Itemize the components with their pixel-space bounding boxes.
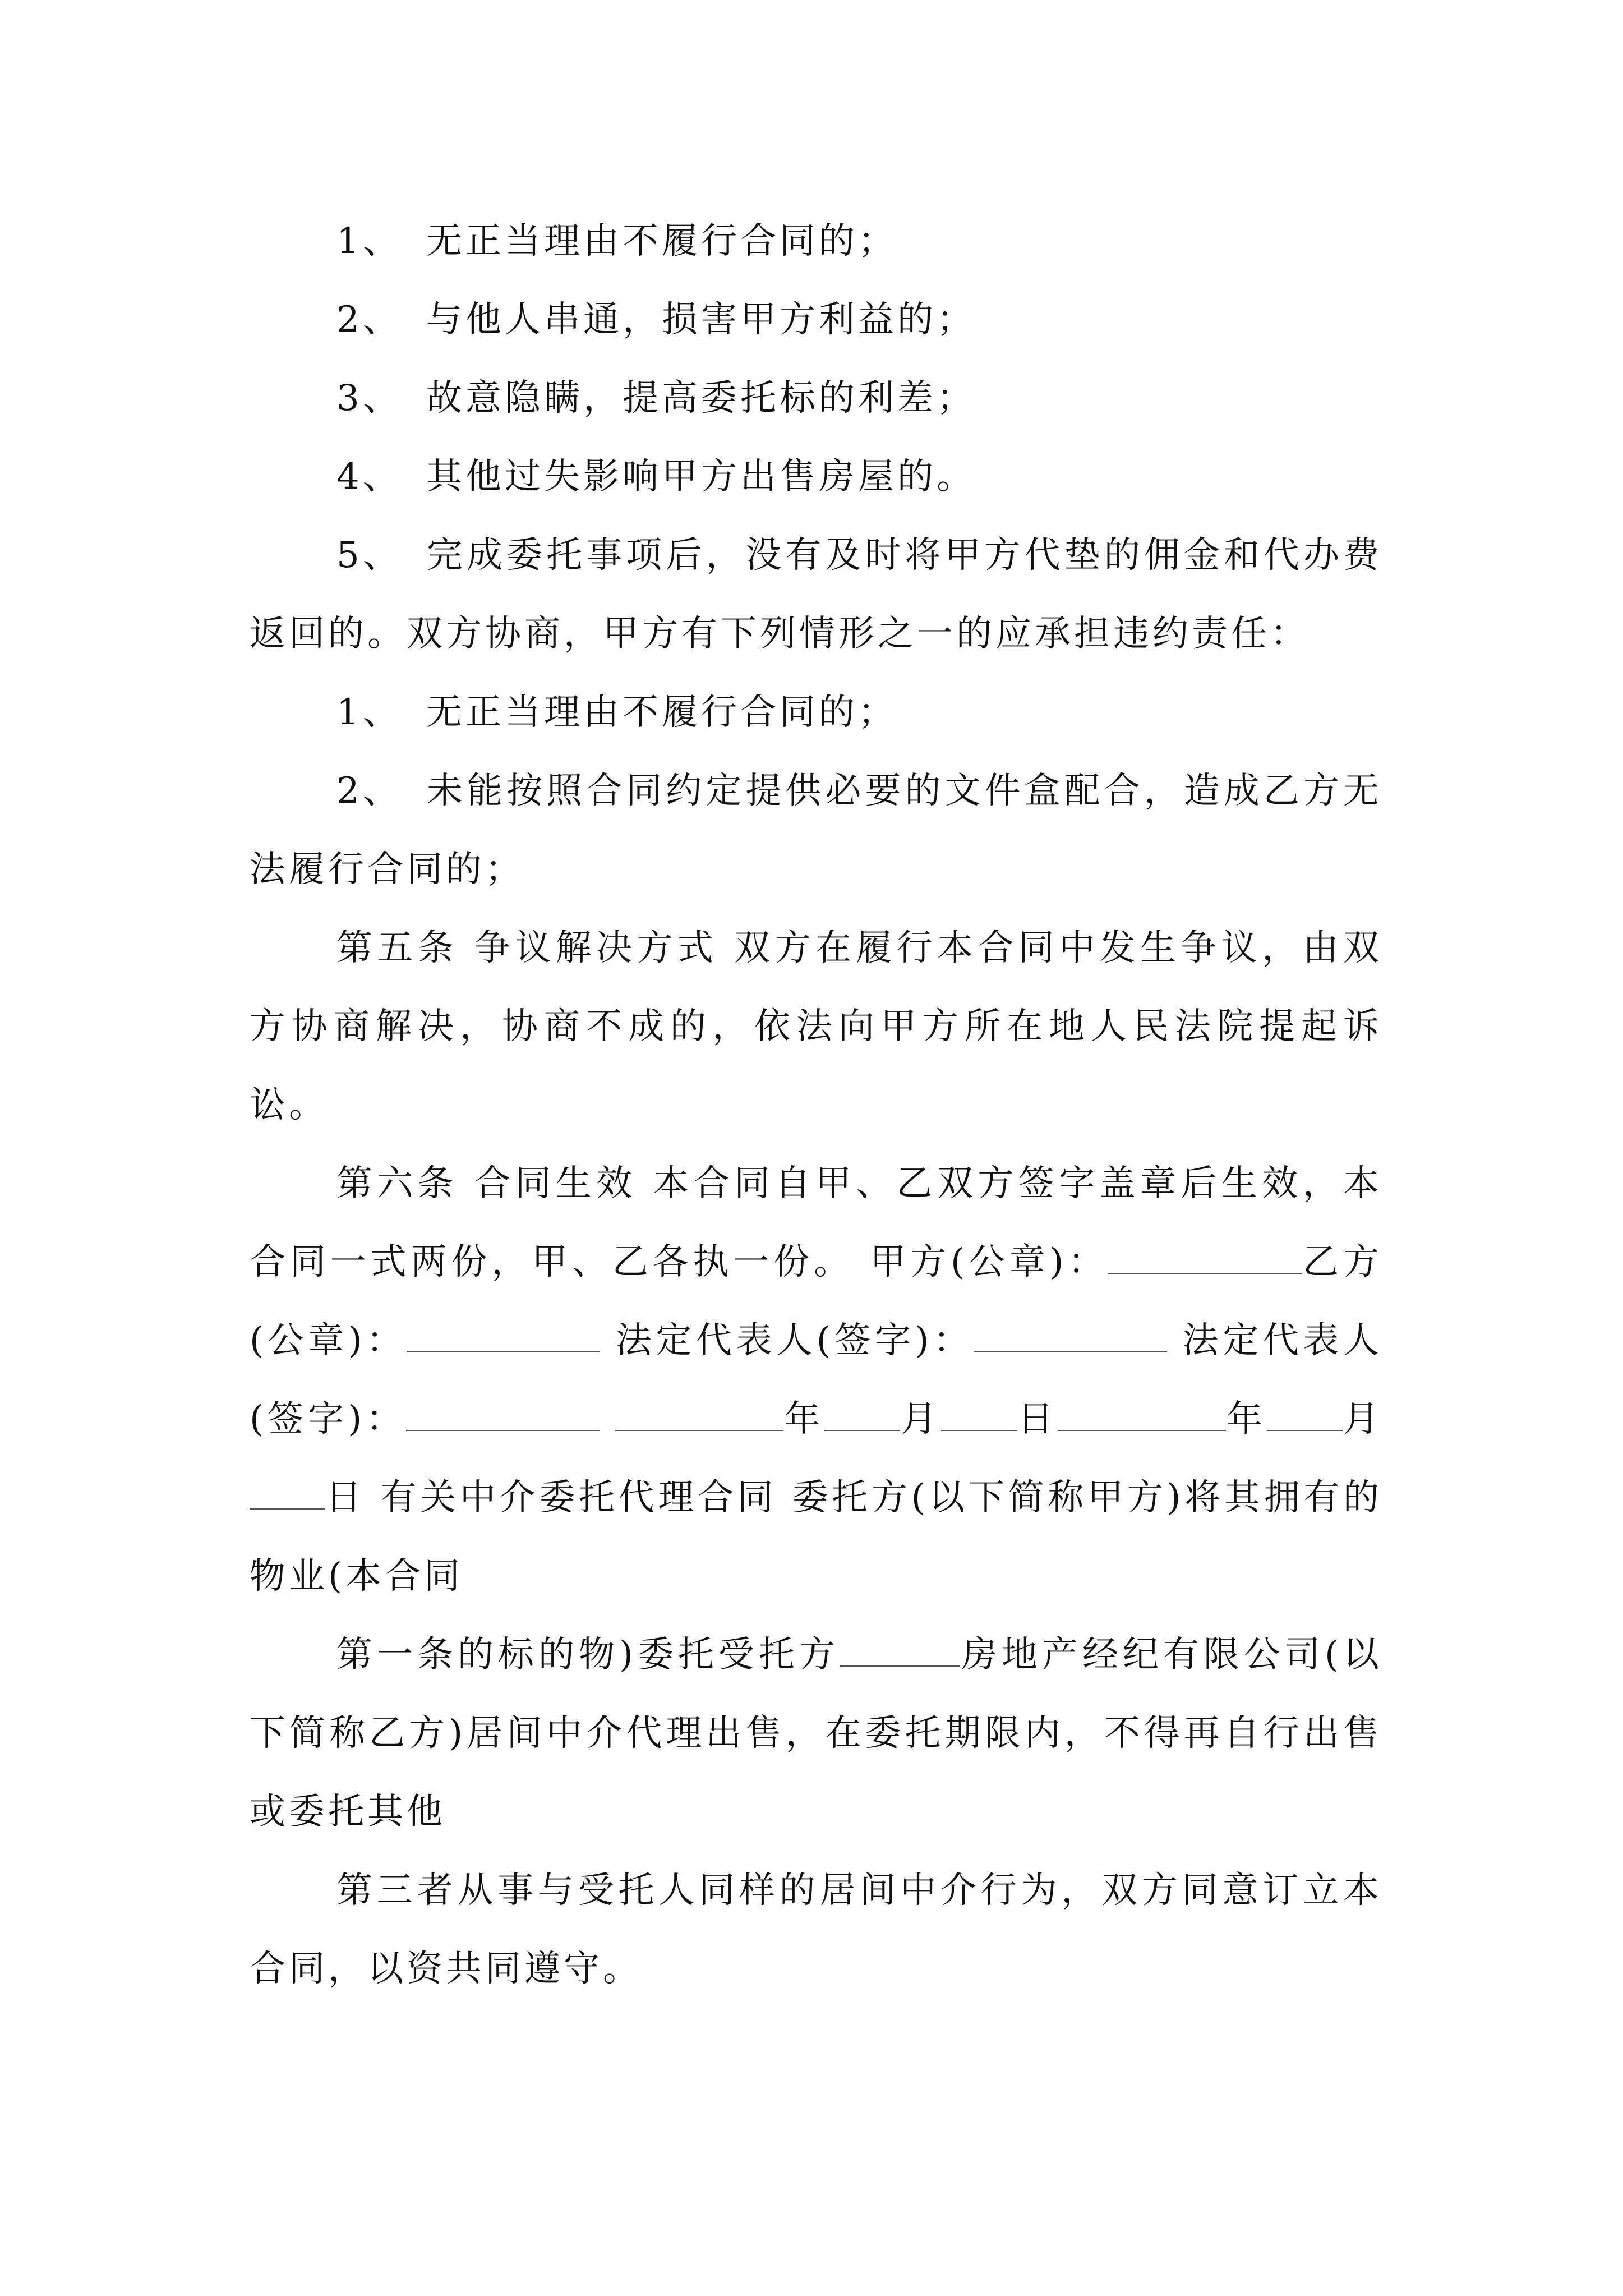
contract-title: 有关中介委托代理合同 — [380, 1477, 777, 1519]
item-text: 无正当理由不履行合同的； — [426, 220, 897, 262]
list-item — [250, 359, 1382, 438]
item-text: 无正当理由不履行合同的； — [426, 692, 897, 733]
date-a-day-blank[interactable] — [941, 1398, 1017, 1431]
date-b-year-blank[interactable] — [1058, 1398, 1226, 1431]
item-number: 2、 — [336, 770, 402, 812]
day-label: 日 — [325, 1477, 366, 1519]
item-number: 1、 — [336, 692, 402, 733]
legal-rep-b-blank[interactable] — [406, 1398, 600, 1431]
month-label: 月 — [900, 1398, 941, 1440]
item-number: 2、 — [336, 299, 402, 341]
party-a-seal-blank[interactable] — [1108, 1241, 1302, 1274]
article-6-intro: 第六条 合同生效 本合同自甲、乙双方签字盖章后生效，本合同一式两份，甲、乙各执一份。 — [250, 1163, 1382, 1283]
list-item — [250, 438, 1382, 516]
party-b-seal-blank[interactable] — [407, 1320, 600, 1352]
date-a-year-blank[interactable] — [615, 1398, 783, 1431]
item-number: 5、 — [336, 535, 402, 576]
item-number: 3、 — [336, 378, 402, 419]
legal-rep-b-label: 法定代表人(签字)： — [250, 1320, 1383, 1440]
article-1-text-before: 第一条的标的物)委托受托方 — [336, 1634, 840, 1676]
item-text: 其他过失影响甲方出售房屋的。 — [426, 456, 976, 498]
item-number: 4、 — [336, 456, 402, 498]
agent-company-blank[interactable] — [840, 1634, 960, 1667]
principal-intro: 委托方(以下简称甲方)将其拥有的物业(本合同 — [250, 1477, 1383, 1597]
closing-paragraph: 第三者从事与受托人同样的居间中介行为，双方同意订立本合同，以资共同遵守。 — [250, 1870, 1382, 1990]
item-text: 未能按照合同约定提供必要的文件盒配合，造成乙方无法履行合同的； — [250, 770, 1382, 890]
item-text: 完成委托事项后，没有及时将甲方代垫的佣金和代办费返回的。双方协商，甲方有下列情形之一的应承担违约责任： — [250, 535, 1382, 655]
date-b-month-blank[interactable] — [1267, 1398, 1343, 1431]
list-item — [250, 752, 1382, 909]
article-1-subject — [250, 1616, 1382, 1851]
article-6-effectiveness — [250, 1144, 1382, 1616]
list-item — [250, 280, 1382, 359]
legal-rep-a-label: 法定代表人(签字)： — [615, 1320, 974, 1361]
item-text: 与他人串通，损害甲方利益的； — [426, 299, 976, 341]
list-item — [250, 673, 1382, 752]
legal-rep-a-blank[interactable] — [974, 1320, 1167, 1352]
list-item — [250, 516, 1382, 673]
date-b-day-blank[interactable] — [250, 1477, 325, 1510]
date-a-month-blank[interactable] — [824, 1398, 900, 1431]
item-number: 1、 — [336, 220, 402, 262]
list-item — [250, 202, 1382, 280]
party-b-seal-label: 乙方(公章)： — [250, 1241, 1383, 1361]
day-label: 日 — [1016, 1398, 1058, 1440]
article-5-dispute-resolution: 第五条 争议解决方式 双方在履行本合同中发生争议，由双方协商解决，协商不成的，依法向甲方所在地人民法院提起诉讼。 — [250, 927, 1382, 1126]
month-label: 月 — [1342, 1398, 1383, 1440]
party-a-seal-label: 甲方(公章)： — [870, 1241, 1109, 1283]
article-1-text-after: 房地产经纪有限公司(以下简称乙方)居间中介代理出售，在委托期限内，不得再自行出售或委托其他 — [250, 1634, 1383, 1833]
year-label: 年 — [783, 1398, 824, 1440]
year-label: 年 — [1225, 1398, 1267, 1440]
contract-body — [250, 202, 1382, 2008]
item-text: 故意隐瞒，提高委托标的利差； — [426, 378, 976, 419]
